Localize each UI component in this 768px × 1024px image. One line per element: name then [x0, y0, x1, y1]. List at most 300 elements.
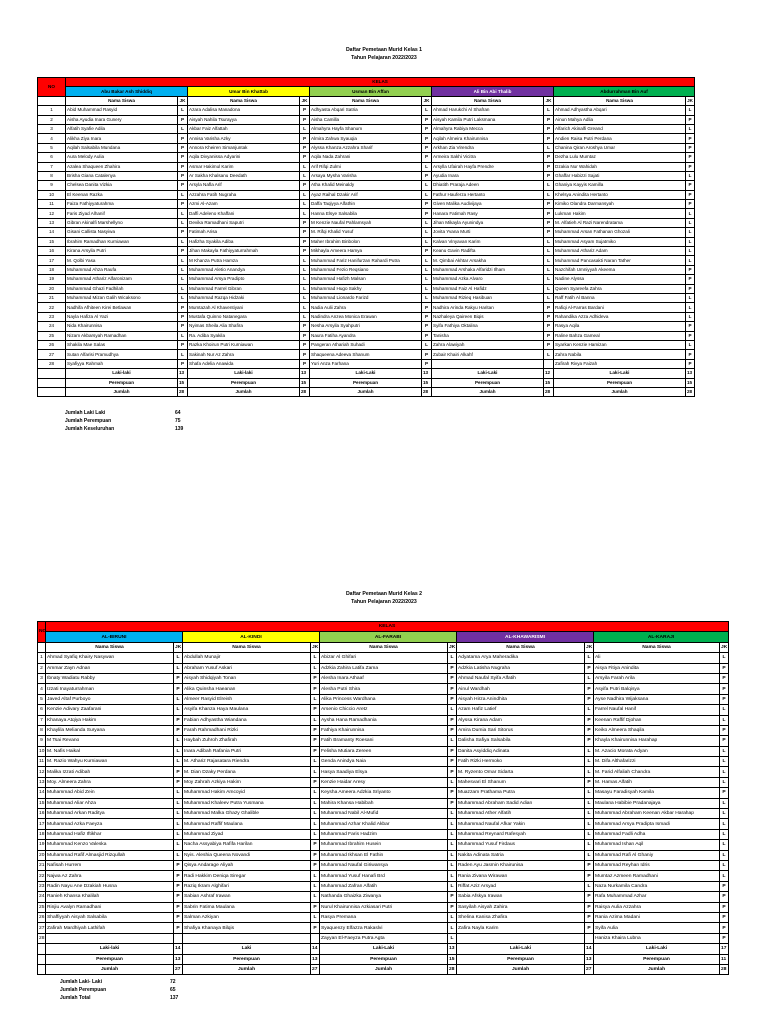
gender-cell: P: [544, 162, 554, 171]
student-name: Moy Zahrah Azkiya Hakim: [183, 777, 311, 787]
gender-cell: P: [585, 892, 594, 902]
student-name: Given Malika Audivijaya: [432, 200, 544, 209]
gender-cell: L: [300, 209, 310, 218]
total-value: 137: [170, 995, 179, 1001]
gender-cell: L: [178, 256, 188, 265]
student-name: Jihan Makayla Fathiyyaturrahmah: [188, 247, 300, 256]
table-row: [38, 809, 729, 819]
student-name: Muhammad Reyhan Idris: [594, 860, 720, 870]
student-name: Muhammad Abraham Keenan Akbar Harahap: [594, 809, 720, 819]
summary-value: 14: [585, 944, 594, 954]
table-row: [38, 331, 695, 340]
student-name: Muhammad Asyam Sujatmiko: [554, 237, 686, 246]
gender-cell: L: [300, 200, 310, 209]
summary-value: 13: [300, 369, 310, 378]
gender-cell: L: [544, 256, 554, 265]
gender-cell: L: [300, 190, 310, 199]
student-name: Arif Rifqi Zulmi: [310, 162, 422, 171]
student-name: Kimiko Olandra Darmansyah: [554, 200, 686, 209]
student-name: M. Dian Dzaky Perdana: [183, 767, 311, 777]
student-name: Zahra Nabila: [554, 350, 686, 359]
gender-cell: P: [300, 228, 310, 237]
gender-cell: L: [720, 809, 729, 819]
student-name: Muhammad Reynard Rafesyah: [457, 829, 585, 839]
table-row: [38, 190, 695, 199]
table-row: [38, 819, 729, 829]
summary-value: 14: [174, 944, 183, 954]
student-name: Zafirah Rivya Faizah: [554, 359, 686, 368]
table-row: [38, 218, 695, 227]
gender-cell: P: [544, 331, 554, 340]
student-name: El Keenan Razka: [66, 190, 178, 199]
student-name: Sabia Afskya Irawan: [457, 892, 585, 902]
row-number: 24: [38, 322, 66, 331]
student-name: Nyis. Aleshia Queena Novandi: [183, 850, 311, 860]
student-name: Sasyilah Aisyah Zahira: [457, 902, 585, 912]
summary-value: 28: [422, 387, 432, 396]
summary-label: Perempuan: [46, 954, 174, 964]
student-name: Almira Zahwa Syauqia: [310, 134, 422, 143]
student-name: Muhammad Ibrahim Husein: [320, 840, 448, 850]
summary-value: 14: [311, 944, 320, 954]
summary-value: 15: [422, 378, 432, 387]
student-name: Armeira Sakhi Vicitra: [432, 153, 544, 162]
gender-cell: L: [720, 705, 729, 715]
student-name: Alyssa Kirana Adam: [457, 715, 585, 725]
student-name: [432, 359, 544, 368]
student-name: Naura Fatiha Ayandra: [310, 331, 422, 340]
gender-cell: P: [585, 871, 594, 881]
group-name: Abdurrahman Bin Auf: [554, 87, 695, 96]
gender-cell: L: [300, 303, 310, 312]
row-number: 3: [38, 124, 66, 133]
table-row: [38, 798, 729, 808]
student-name: Gibran Akinalfi Marshellyno: [66, 218, 178, 227]
row-number: 14: [38, 788, 46, 798]
student-name: Shakila Mae Salas: [66, 340, 178, 349]
student-name: Mustafa Quinno Natanegara: [188, 312, 300, 321]
student-name: Arsyila Farah Arila: [594, 673, 720, 683]
row-number: 2: [38, 663, 46, 673]
student-name: M. Rifqi Khalid Yusuf: [310, 228, 422, 237]
row-number: 16: [38, 809, 46, 819]
row-number: 15: [38, 798, 46, 808]
student-name: Almahyra Rabiya Mecca: [432, 124, 544, 133]
student-name: Zahra Alawiyah: [432, 340, 544, 349]
gender-cell: P: [174, 892, 183, 902]
summary-label: Laki-Laki: [320, 944, 448, 954]
table-row: [38, 181, 695, 190]
gender-cell: L: [720, 860, 729, 870]
name-header: Nama Siswa: [188, 96, 300, 105]
no-cell: [38, 369, 66, 378]
kelas-header: KELAS: [66, 78, 695, 87]
group-name: AL-KINDI: [183, 632, 320, 642]
gender-cell: P: [544, 200, 554, 209]
row-number: 27: [38, 923, 46, 933]
student-name: Ayudia Inara: [432, 171, 544, 180]
summary-row: [38, 964, 729, 974]
student-name: Rafiqi Al-Farras Bardani: [554, 303, 686, 312]
student-name: Aysha Hana Ramadhania: [320, 715, 448, 725]
student-name: Abid Muhammad Rasyid: [66, 106, 178, 115]
student-name: Hanna Elsye Salsabila: [310, 209, 422, 218]
gender-cell: L: [311, 767, 320, 777]
gender-cell: L: [585, 788, 594, 798]
student-name: Amira Dumia Sari Sitorus: [457, 725, 585, 735]
student-name: Radi Hakkim Deniqa Siregar: [183, 871, 311, 881]
gender-cell: L: [448, 912, 457, 922]
student-name: Nyimas Sheila Alia Shafira: [188, 322, 300, 331]
student-name: Alesha Putri Shira: [320, 684, 448, 694]
student-name: Muhammad Fadli Adha: [594, 829, 720, 839]
student-name: [183, 933, 311, 943]
gender-cell: L: [178, 350, 188, 359]
student-name: Fatimah Arisa: [188, 228, 300, 237]
student-name: Rania Azima Madani: [594, 912, 720, 922]
student-name: Muhammad Rafi Al Ghaniy: [594, 850, 720, 860]
student-name: Muhammad Ahza Raufa: [66, 265, 178, 274]
class1-year: Tahun Pelajaran 2022/2023: [351, 55, 417, 61]
row-number: 6: [38, 705, 46, 715]
gender-cell: L: [720, 767, 729, 777]
gender-cell: L: [585, 798, 594, 808]
row-number: 17: [38, 256, 66, 265]
student-name: Alyssa Khanza Azzahra Sharif: [310, 143, 422, 152]
table-row: [38, 265, 695, 274]
gender-cell: L: [720, 653, 729, 663]
table-row: [38, 881, 729, 891]
gender-cell: L: [422, 237, 432, 246]
student-name: Haniza Khaira Lubna: [594, 933, 720, 943]
student-name: Tanisha: [432, 331, 544, 340]
gender-cell: P: [720, 881, 729, 891]
student-name: Felisha Mutiara Zereen: [320, 746, 448, 756]
gender-cell: P: [585, 663, 594, 673]
table-row: [38, 923, 729, 933]
name-header: Nama Siswa: [554, 96, 686, 105]
gender-cell: L: [544, 265, 554, 274]
student-name: Queen Syareefa Zahra: [554, 284, 686, 293]
student-name: Rafa Muhammad Azhar: [594, 892, 720, 902]
row-number: 3: [38, 673, 46, 683]
student-name: Maher Ibrahim Binbolon: [310, 237, 422, 246]
gender-cell: P: [422, 247, 432, 256]
table-row: [38, 715, 729, 725]
gender-cell: P: [448, 694, 457, 704]
gender-cell: P: [311, 736, 320, 746]
gender-cell: P: [448, 746, 457, 756]
gender-cell: P: [585, 684, 594, 694]
gender-cell: P: [300, 115, 310, 124]
student-name: Ahmad Syafiq Khairy Nasywan: [46, 653, 174, 663]
group-name: Umar Bin Khattab: [188, 87, 310, 96]
student-name: Aisha Ayudia Inara Gunery: [66, 115, 178, 124]
student-name: Keanu Gavin Radifta: [432, 247, 544, 256]
student-name: Azam Hafiz Latief: [457, 705, 585, 715]
student-name: M Kenzie Naufal Pahlamsyah: [310, 218, 422, 227]
student-name: Adhyasta Abqari Satria: [310, 106, 422, 115]
student-name: Syifa Aulia: [594, 923, 720, 933]
table-row: [38, 106, 695, 115]
gender-cell: P: [174, 923, 183, 933]
gender-cell: P: [174, 725, 183, 735]
student-name: Muhammad Aliar Ahza: [46, 798, 174, 808]
gender-cell: L: [300, 284, 310, 293]
gender-cell: P: [422, 124, 432, 133]
gender-cell: P: [686, 200, 695, 209]
gender-cell: L: [311, 881, 320, 891]
summary-value: 13: [448, 944, 457, 954]
student-name: Alfatih Syafie Adila: [66, 124, 178, 133]
summary-row: [38, 387, 695, 396]
student-name: Sutan Alfarisi Pramudhya: [66, 350, 178, 359]
gender-cell: [544, 359, 554, 368]
student-name: Zafira Nayla Karim: [457, 923, 585, 933]
total-label: Jumlah Perempuan: [65, 418, 112, 424]
table-row: [38, 933, 729, 943]
row-number: 15: [38, 237, 66, 246]
summary-value: 15: [686, 378, 695, 387]
summary-label: Perempuan: [188, 378, 300, 387]
student-name: Mahesvari El Shanum: [457, 777, 585, 787]
gender-cell: P: [300, 143, 310, 152]
no-header: NO: [38, 78, 66, 97]
summary-label: Perempuan: [66, 378, 178, 387]
table-row: [38, 200, 695, 209]
gender-cell: L: [686, 303, 695, 312]
total-line: [60, 994, 190, 1002]
student-name: Jovita Yvana Murti: [432, 228, 544, 237]
gender-cell: P: [311, 777, 320, 787]
jk-header: JK: [448, 642, 457, 652]
gender-cell: L: [178, 284, 188, 293]
gender-cell: L: [448, 923, 457, 933]
student-name: Muhammad Azka Alvaro: [432, 275, 544, 284]
no-cell: [38, 964, 46, 974]
gender-cell: P: [544, 171, 554, 180]
table-row: [38, 293, 695, 302]
row-number: 25: [38, 902, 46, 912]
row-number: 7: [38, 162, 66, 171]
class1-title: Daftar Pemetaan Murid Kelas 1: [345, 47, 423, 53]
row-number: 13: [38, 218, 66, 227]
summary-label: Jumlah: [320, 964, 448, 974]
row-number: 20: [38, 850, 46, 860]
student-name: M. Qimbai Akhtar Arsakha: [432, 256, 544, 265]
student-name: Muhammad Raffif Maulana: [183, 819, 311, 829]
row-number: 14: [38, 228, 66, 237]
row-number: 16: [38, 247, 66, 256]
summary-label: Perempuan: [457, 954, 585, 964]
table-row: [38, 840, 729, 850]
student-name: Ayse Nadhira Wijaksana: [594, 694, 720, 704]
table-row: [38, 143, 695, 152]
row-number: 25: [38, 331, 66, 340]
gender-cell: P: [311, 673, 320, 683]
student-name: Gisani Callista Nasyiwa: [66, 228, 178, 237]
student-name: Aqila Divyanissa Adyarini: [188, 153, 300, 162]
summary-value: 15: [300, 378, 310, 387]
gender-cell: L: [311, 715, 320, 725]
summary-label: Perempuan: [320, 954, 448, 964]
student-name: Muhammad Fariz Hanifurzan Rahardi Putra: [310, 256, 422, 265]
gender-cell: L: [448, 829, 457, 839]
group-name: AL-FARABI: [320, 632, 457, 642]
gender-cell: L: [686, 293, 695, 302]
student-name: Salman Azkiyan: [183, 912, 311, 922]
gender-cell: P: [178, 171, 188, 180]
name-header: Nama Siswa: [310, 96, 422, 105]
student-name: Raden Ayu Jasmin Khairunisa: [457, 860, 585, 870]
student-name: M. Athariz Rajasatara Riendra: [183, 757, 311, 767]
gender-cell: L: [174, 757, 183, 767]
student-name: Khanaya Atqiya Hakim: [46, 715, 174, 725]
gender-cell: L: [311, 757, 320, 767]
summary-value: 28: [544, 387, 554, 396]
gender-cell: L: [311, 871, 320, 881]
student-name: Annisa Varisha Azky: [188, 134, 300, 143]
gender-cell: L: [422, 106, 432, 115]
class2-year: Tahun Pelajaran 2022/2023: [351, 599, 417, 605]
row-number: 23: [38, 881, 46, 891]
student-name: Nayla Hafiza Al Yazi: [66, 312, 178, 321]
student-name: Zafirah Mardhiyah Lathifah: [46, 923, 174, 933]
table-row: [38, 788, 729, 798]
summary-label: Laki-laki: [46, 944, 174, 954]
student-name: Muhammad Rizieq Hasibuan: [432, 293, 544, 302]
gender-cell: L: [174, 788, 183, 798]
gender-cell: P: [300, 331, 310, 340]
gender-cell: P: [585, 923, 594, 933]
row-number: 10: [38, 190, 66, 199]
row-number: 28: [38, 933, 46, 943]
summary-value: 27: [174, 964, 183, 974]
gender-cell: L: [422, 162, 432, 171]
name-header: Nama Siswa: [320, 642, 448, 652]
gender-cell: P: [686, 265, 695, 274]
student-name: Masayu Faradisyah Kamila: [594, 788, 720, 798]
gender-cell: L: [686, 256, 695, 265]
gender-cell: P: [686, 190, 695, 199]
gender-cell: L: [178, 293, 188, 302]
group-name: Abu Bakar Ash Shiddiq: [66, 87, 188, 96]
gender-cell: P: [686, 181, 695, 190]
gender-cell: L: [544, 284, 554, 293]
gender-cell: L: [178, 124, 188, 133]
student-name: Ar Sakha Khalsanu Deedath: [188, 171, 300, 180]
gender-cell: P: [422, 143, 432, 152]
student-name: Aisyah Shidqiyah Tonan: [183, 673, 311, 683]
student-name: Nazhaleya Qaireen Biqis: [432, 312, 544, 321]
gender-cell: P: [311, 902, 320, 912]
row-number: 21: [38, 860, 46, 870]
student-name: Muhammad Ishan Aqil: [594, 840, 720, 850]
table-row: [38, 350, 695, 359]
gender-cell: L: [544, 181, 554, 190]
student-name: Alesha Inara Athaaf: [320, 673, 448, 683]
row-number: 27: [38, 350, 66, 359]
gender-cell: L: [311, 788, 320, 798]
no-cell: [38, 387, 66, 396]
student-name: Muhammad Azhar Khalid Akbar: [320, 819, 448, 829]
gender-cell: P: [544, 115, 554, 124]
table-row: [38, 247, 695, 256]
student-name: M. Qolbi Yasa: [66, 256, 178, 265]
group-name: AL-KARAJI: [594, 632, 729, 642]
gender-cell: L: [544, 293, 554, 302]
student-name: Nafisah Hurrem: [46, 860, 174, 870]
gender-cell: L: [300, 256, 310, 265]
student-name: Ainul Wardhah: [457, 684, 585, 694]
summary-label: Jumlah: [310, 387, 422, 396]
gender-cell: P: [544, 134, 554, 143]
table-row: [38, 912, 729, 922]
summary-value: 28: [300, 387, 310, 396]
student-name: Haybah Zuhroh Zhafirah: [183, 736, 311, 746]
table-row: [38, 162, 695, 171]
gender-cell: L: [174, 819, 183, 829]
name-header: Nama Siswa: [457, 642, 585, 652]
student-name: Muhammad Mizan Galih Wicaksono: [66, 293, 178, 302]
gender-cell: L: [311, 912, 320, 922]
student-name: Atha Khalid Meinaldy: [310, 181, 422, 190]
gender-cell: P: [448, 892, 457, 902]
gender-cell: L: [422, 181, 432, 190]
summary-label: Laki-Laki: [457, 944, 585, 954]
student-name: Shaqueena Adeeva Shanum: [310, 350, 422, 359]
gender-cell: L: [585, 881, 594, 891]
student-name: Sakinah Nur Az Zahra: [188, 350, 300, 359]
jk-header: JK: [422, 96, 432, 105]
summary-label: Laki-Laki: [554, 369, 686, 378]
gender-cell: P: [686, 359, 695, 368]
student-name: Alika Quinsha Haeanan: [183, 684, 311, 694]
student-name: Nadindra Anzea Monica Erawan: [310, 312, 422, 321]
summary-label: Laki-Laki: [432, 369, 544, 378]
gender-cell: P: [178, 340, 188, 349]
student-name: Rasya Aqila: [554, 322, 686, 331]
student-name: Aisyah Hirza Anindhita: [457, 694, 585, 704]
gender-cell: P: [585, 725, 594, 735]
student-name: Naza Nurkamila Candra: [594, 881, 720, 891]
gender-cell: P: [422, 209, 432, 218]
gender-cell: P: [174, 902, 183, 912]
gender-cell: P: [686, 153, 695, 162]
group-name: AL-KHAWARISMI: [457, 632, 594, 642]
student-name: Kenzie Adivary Zaafarani: [46, 705, 174, 715]
student-name: Nida Khairunnisa: [66, 322, 178, 331]
summary-label: Jumlah: [554, 387, 686, 396]
gender-cell: L: [585, 809, 594, 819]
gender-cell: P: [311, 746, 320, 756]
student-name: Sabrin Fatima Maulana: [183, 902, 311, 912]
gender-cell: L: [178, 331, 188, 340]
table-row: [38, 134, 695, 143]
student-name: Raff Fatih Al Banna: [554, 293, 686, 302]
gender-cell: P: [422, 350, 432, 359]
student-name: Aqila Nada Zahrani: [310, 153, 422, 162]
student-name: Muhammad Arsya Pradipta Ismadi: [594, 819, 720, 829]
gender-cell: L: [178, 265, 188, 274]
student-name: Zubair Khairi Alkahf: [432, 350, 544, 359]
table-row: [38, 829, 729, 839]
gender-cell: L: [448, 705, 457, 715]
student-name: Muhammad Abraham Sadid Adian: [457, 798, 585, 808]
gender-cell: L: [585, 746, 594, 756]
row-number: 9: [38, 181, 66, 190]
student-name: Kirana Arsyila Putri: [66, 247, 178, 256]
